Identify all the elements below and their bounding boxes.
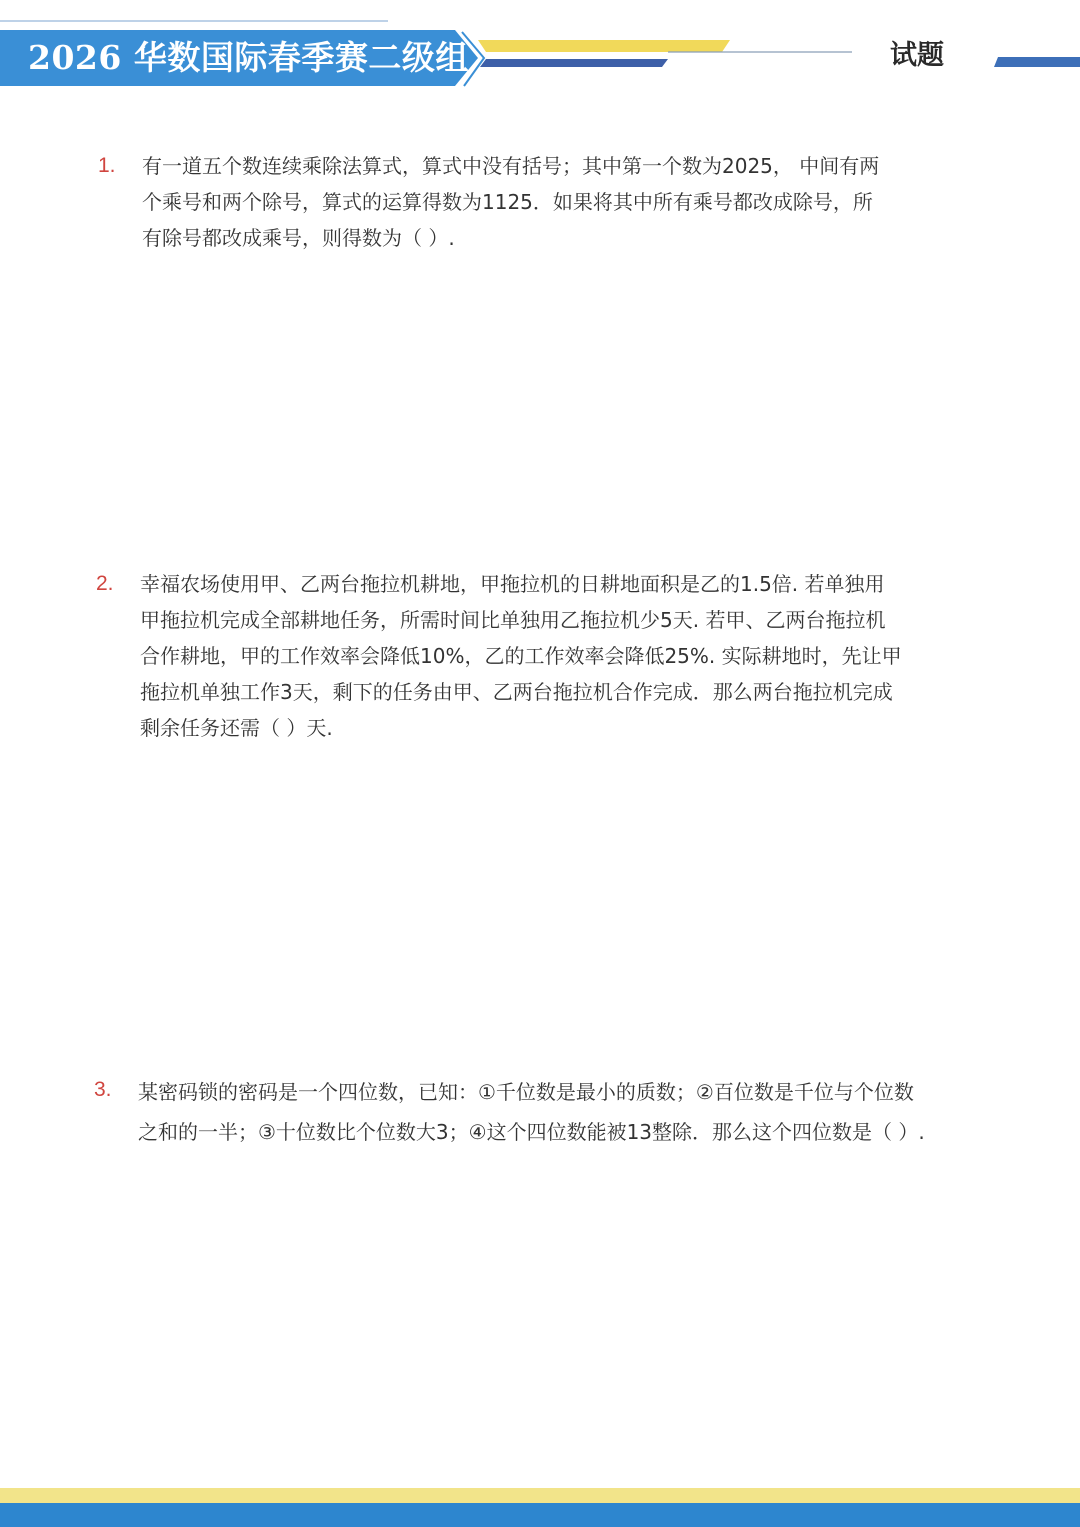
footer-bar [0,1488,1080,1527]
section-label: 试题 [890,40,944,71]
header-banner [0,0,1080,100]
header-right-bar [994,57,1080,67]
question-text: 幸福农场使用甲、乙两台拖拉机耕地，甲拖拉机的日耕地面积是乙的1.5倍. 若单独用 甲拖拉机完成全部耕地任务，所需时间比单独用乙拖拉机少5天. 若甲、乙两台拖拉机 合作耕地，甲的工作效率会降低10%，乙的工作效率会降低25%. 实际耕地时，先让甲 拖拉机单独工作3天，剩下的任务由甲、乙两台拖拉机合作完成．那么两台拖拉机完成 剩余任务还需（ ）天. [140,572,902,740]
page-title: 2026 华数国际春季赛二级组 [28,38,469,77]
question-number: 1. [98,154,116,177]
question-text: 有一道五个数连续乘除法算式，算式中没有括号；其中第一个数为2025， 中间有两 个乘号和两个除号，算式的运算得数为1125．如果将其中所有乘号都改成除号，所 有除号都改成乘号，则得数为（ ）. [142,154,880,250]
footer-blue-stripe [0,1503,1080,1527]
question-number: 2. [96,572,114,595]
header-navy-stripe [480,59,668,67]
question-number: 3. [94,1078,112,1101]
header-yellow-stripe [478,40,730,52]
footer-yellow-stripe [0,1488,1080,1503]
question-text: 某密码锁的密码是一个四位数，已知：①千位数是最小的质数；②百位数是千位与个位数 之和的一半；③十位数比个位数大3；④这个四位数能被13整除．那么这个四位数是（ ）. [138,1080,925,1144]
